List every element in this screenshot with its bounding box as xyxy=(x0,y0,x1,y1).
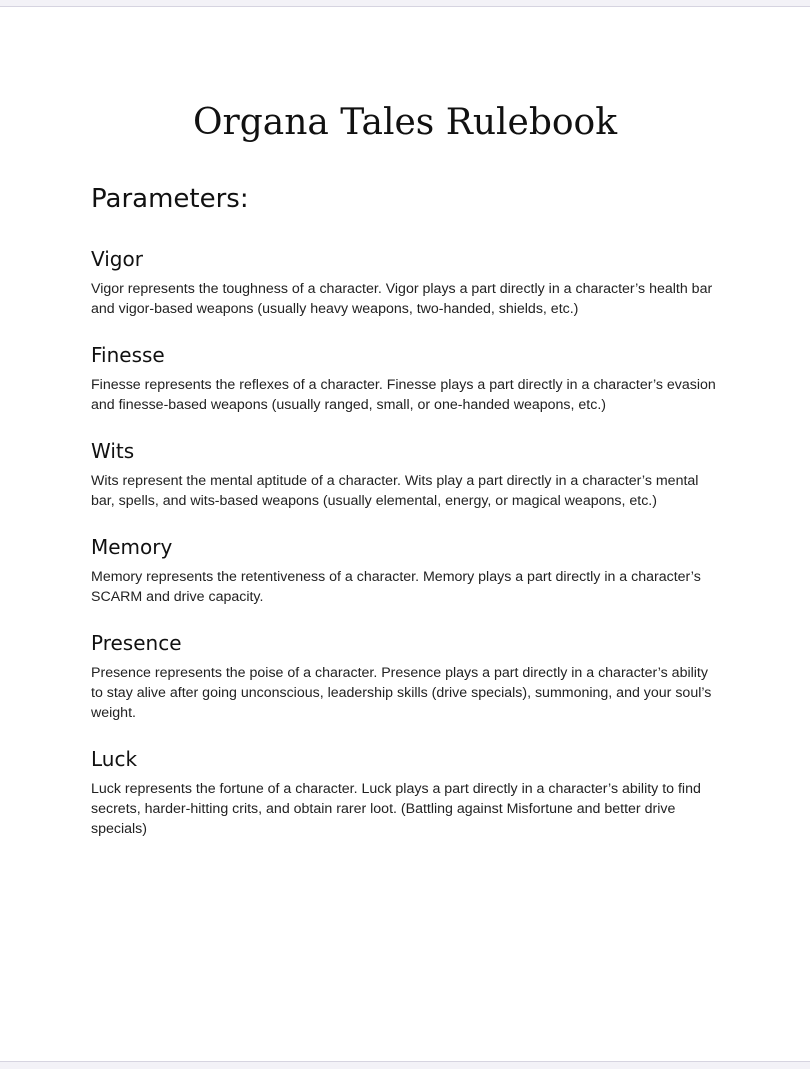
parameter-title: Luck xyxy=(91,747,138,771)
parameter-description: Presence represents the poise of a character. Presence plays a part directly in a character’s ability to stay alive after going unconscious, leadership skills (drive specials), summoning, and your soul’s weight. xyxy=(91,665,712,721)
document-page xyxy=(0,6,810,1062)
parameter-finesse xyxy=(91,341,716,415)
parameter-presence xyxy=(91,629,716,723)
document-body xyxy=(91,181,716,861)
parameter-title: Vigor xyxy=(91,247,143,271)
parameter-description: Wits represent the mental aptitude of a character. Wits play a part directly in a character’s mental bar, spells, and wits-based weapons (usually elemental, energy, or magical weapons, etc.) xyxy=(91,473,699,509)
parameter-description: Memory represents the retentiveness of a character. Memory plays a part directly in a character’s SCARM and drive capacity. xyxy=(91,569,701,605)
document-title: Organa Tales Rulebook xyxy=(192,102,618,143)
parameter-description: Vigor represents the toughness of a character. Vigor plays a part directly in a character’s health bar and vigor-based weapons (usually heavy weapons, two-handed, shields, etc.) xyxy=(91,281,713,317)
parameter-title: Memory xyxy=(91,535,173,559)
parameter-luck xyxy=(91,745,716,839)
parameter-vigor xyxy=(91,245,716,319)
parameter-title: Finesse xyxy=(91,343,165,367)
parameter-title: Presence xyxy=(91,631,182,655)
parameter-memory xyxy=(91,533,716,607)
parameter-wits xyxy=(91,437,716,511)
parameter-description: Finesse represents the reflexes of a character. Finesse plays a part directly in a character’s evasion and finesse-based weapons (usually ranged, small, or one-handed weapons, etc.) xyxy=(91,377,716,413)
parameter-description: Luck represents the fortune of a character. Luck plays a part directly in a character’s ability to find secrets, harder-hitting crits, and obtain rarer loot. (Battling against Misfortune and better drive specials) xyxy=(91,781,701,837)
parameter-title: Wits xyxy=(91,439,135,463)
section-heading: Parameters: xyxy=(91,184,249,214)
